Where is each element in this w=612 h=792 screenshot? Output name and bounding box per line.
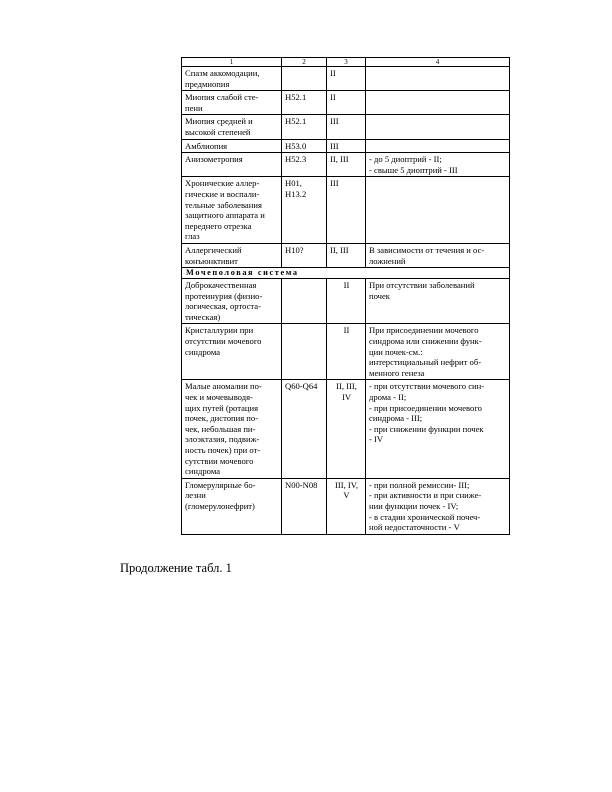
table-row [182,91,510,115]
note-cell [366,177,510,244]
table-row [182,380,510,478]
health-group-cell: II, III [327,243,366,267]
icd-code-cell: Q60-Q64 [282,380,327,478]
icd-code-cell: H01, H13.2 [282,177,327,244]
health-group-cell: III, IV, V [327,478,366,534]
health-group-cell: II [327,324,366,380]
health-group-cell: II, III, IV [327,380,366,478]
condition-cell: Спазм аккомодации, предмиопия [182,67,282,91]
note-cell: - при отсутствии мочевого син- дрома - II; - при присоединении мочевого синдрома - III; - при снижении функции почек - IV [366,380,510,478]
continuation-label: Продолжение табл. 1 [120,561,232,575]
condition-cell: Анизометропия [182,153,282,177]
section-title: Мочеполовая система [182,268,510,279]
table-row [182,115,510,139]
column-header-2: 2 [282,58,327,67]
icd-code-cell [282,324,327,380]
condition-cell: Миопия слабой сте- пени [182,91,282,115]
section-row [182,268,510,279]
icd-code-cell: H10? [282,243,327,267]
icd-code-cell: H52.1 [282,91,327,115]
note-cell: В зависимости от течения и ос- ложнений [366,243,510,267]
icd-code-cell: H53.0 [282,139,327,153]
icd-code-cell: H52.3 [282,153,327,177]
icd-code-cell: H52.1 [282,115,327,139]
table-row [182,478,510,534]
health-group-cell: II [327,67,366,91]
table-row [182,67,510,91]
icd-code-cell [282,279,327,324]
icd-code-cell: N00-N08 [282,478,327,534]
health-group-cell: III [327,177,366,244]
note-cell: - при полной ремиссии- III; - при активности и при сниже- нии функции почек - IV; - в стадии хронической почеч- ной недостаточности - V [366,478,510,534]
condition-cell: Доброкачественная протеинурия (физио- логическая, ортоста- тическая) [182,279,282,324]
note-cell [366,67,510,91]
icd-code-cell [282,67,327,91]
table-row [182,139,510,153]
note-cell [366,115,510,139]
note-cell [366,91,510,115]
condition-cell: Амблиопия [182,139,282,153]
column-header-3: 3 [327,58,366,67]
condition-cell: Малые аномалии по- чек и мочевыводя- щих путей (ротация почек, дистопия по- чек, небольшая пи- элоэктазия, подвиж- ность почек) при от- сутствии мочевого синдрома [182,380,282,478]
medical-classification-table [181,57,510,535]
note-cell: При отсутствии заболеваний почек [366,279,510,324]
health-group-cell: III [327,115,366,139]
column-header-1: 1 [182,58,282,67]
condition-cell: Гломерулярные бо- лезни (гломерулонефрит) [182,478,282,534]
table-header-row [182,58,510,67]
table-row [182,177,510,244]
health-group-cell: III [327,139,366,153]
condition-cell: Кристаллурии при отсутствии мочевого синдрома [182,324,282,380]
condition-cell: Миопия средней и высокой степеней [182,115,282,139]
note-cell [366,139,510,153]
condition-cell: Аллергический конъюнктивит [182,243,282,267]
note-cell: - до 5 диоптрий - II; - свыше 5 диоптрий - III [366,153,510,177]
table-row [182,279,510,324]
health-group-cell: II [327,91,366,115]
health-group-cell: II [327,279,366,324]
table-row [182,324,510,380]
table-row [182,243,510,267]
health-group-cell: II, III [327,153,366,177]
note-cell: При присоединении мочевого синдрома или снижении функ- ции почек-см.: интерстициальный нефрит об- менного генеза [366,324,510,380]
column-header-4: 4 [366,58,510,67]
table-row [182,153,510,177]
condition-cell: Хронические аллер- гические и воспали- тельные заболевания защитного аппарата и переднего отрезка глаз [182,177,282,244]
